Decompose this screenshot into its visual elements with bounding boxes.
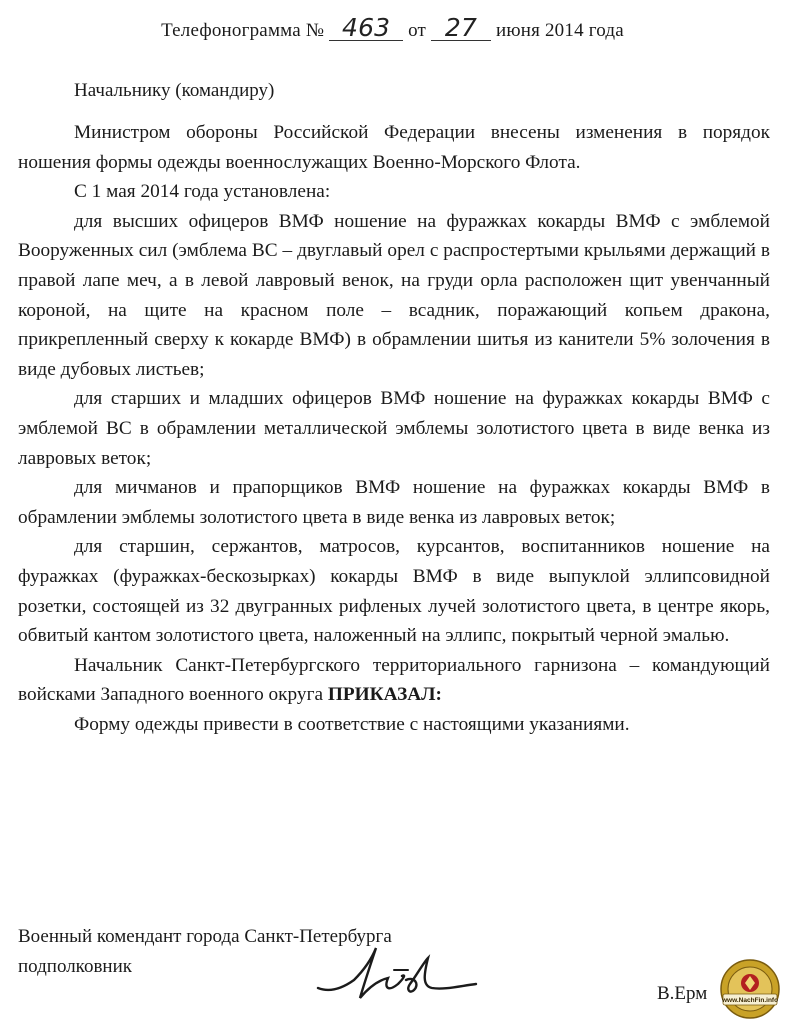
paragraph-final-instruction: Форму одежды привести в соответствие с настоящими указаниями. [74,713,630,735]
paragraph-intro: Министром обороны Российской Федерации внесены изменения в порядок ношения формы одежды военнослужащих Военно-Морского Флота. [18,122,770,173]
header-day: 27 [431,16,491,41]
paragraph-sailors: для старшин, сержантов, матросов, курсантов, воспитанников ношение на фуражках (фуражках-бескозырках) кокарды ВМФ в виде выпуклой эллипсовидной розетки, состоящей из 32 двугранных рифленых лучей золотистого цвета, в центре якорь, обвитый кантом золотистого цвета, наложенный на эллипс, покрытый черной эмалью. [18,536,770,647]
paragraph-order [18,651,770,710]
order-keyword: ПРИКАЗАЛ: [327,684,442,706]
header-date-suffix: июня 2014 года [495,20,624,41]
watermark-seal-icon [717,958,783,1020]
order-text: Начальник Санкт-Петербургского территориального гарнизона – командующий войсками Западного военного округа [18,654,770,706]
watermark-text: www.NachFin.info [721,997,779,1004]
signatory-position: Военный комендант города Санкт-Петербурга [18,926,392,947]
recipient-line: Начальнику (командиру) [74,80,275,101]
paragraph-date: С 1 мая 2014 года установлена: [74,181,331,203]
signatory-rank: подполковник [18,956,132,977]
paragraph-officers: для старших и младших офицеров ВМФ ношение на фуражках кокарды ВМФ с эмблемой ВС в обрамлении металлической эмблемы золотистого цвета в виде венка из лавровых веток; [18,388,770,469]
header-prefix: Телефонограмма № [161,20,325,41]
handwritten-signature [310,940,480,1010]
signatory-name: В.Ерм [657,983,708,1004]
telephonogram-number: 463 [329,16,403,41]
document-header [0,13,785,42]
document-body [18,118,770,739]
paragraph-warrant-officers: для мичманов и прапорщиков ВМФ ношение на фуражках кокарды ВМФ в обрамлении эмблемы золотистого цвета в виде венка из лавровых веток; [18,477,770,528]
header-from: от [408,20,427,41]
paragraph-senior-officers: для высших офицеров ВМФ ношение на фуражках кокарды ВМФ с эмблемой Вооруженных сил (эмблема ВС – двуглавый орел с распростертыми крыльями держащий в правой лапе меч, а в левой лавровый венок, на груди орла расположен щит увенчанный короной, на щите на красном поле – всадник, поражающий копьем дракона, прикрепленный сверху к кокарде ВМФ) в обрамлении шитья из канители 5% золочения в виде дубовых листьев; [18,210,770,380]
